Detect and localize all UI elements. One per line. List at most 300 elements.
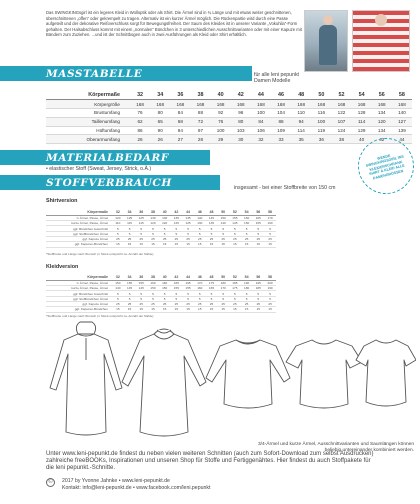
cell-value: 127 bbox=[392, 117, 412, 126]
size-header: 52 bbox=[229, 275, 241, 280]
cell-value: 155 bbox=[124, 280, 136, 285]
combination-caption: 3/4-Ärmel und kurze Ärmel, Ausschnittvarianten und Saumlängen können beliebig untereinander kombiniert werden. bbox=[258, 442, 414, 453]
cell-value: 25 bbox=[194, 236, 206, 241]
cell-value: 15 bbox=[252, 307, 264, 312]
cell-value: 44 bbox=[392, 135, 412, 144]
cell-value: 168 bbox=[291, 100, 311, 109]
row-label: kurze Ärmel, Passe, Ärmel bbox=[46, 286, 112, 291]
cell-value: 100 bbox=[211, 126, 231, 135]
cell-value: 5 bbox=[171, 291, 183, 296]
cell-value: 25 bbox=[194, 301, 206, 306]
cell-value: 140 bbox=[217, 221, 229, 226]
cell-value: 5 bbox=[217, 291, 229, 296]
cell-value: 15 bbox=[206, 307, 218, 312]
cell-value: 5 bbox=[182, 296, 194, 301]
cell-value: 135 bbox=[206, 221, 218, 226]
cell-value: 120 bbox=[112, 215, 124, 220]
cell-value: 15 bbox=[147, 242, 159, 247]
model-photo-dress bbox=[304, 10, 348, 72]
cell-value: 135 bbox=[171, 215, 183, 220]
cell-value: 15 bbox=[241, 307, 253, 312]
cell-value: 5 bbox=[171, 231, 183, 236]
cell-value: 15 bbox=[112, 242, 124, 247]
cell-value: 5 bbox=[124, 231, 136, 236]
cell-value: 5 bbox=[159, 226, 171, 231]
cell-value: 36 bbox=[311, 135, 331, 144]
cell-value: 155 bbox=[229, 215, 241, 220]
cell-value: 84 bbox=[170, 109, 190, 118]
cell-value: 100 bbox=[311, 117, 331, 126]
fabric-width-note: insgesamt - bei einer Stoffbreite von 150 cm bbox=[234, 185, 336, 191]
size-table-row bbox=[46, 126, 412, 135]
cell-value: 15 bbox=[124, 242, 136, 247]
row-label: ¾ Ärmel, Passe, Ärmel bbox=[46, 215, 112, 220]
cell-value: 15 bbox=[171, 307, 183, 312]
badge-text: WENDE SWINGKINGSGIRL INS KLEIDERSCHRANK SHIRT & KLEID ALLE DAMENGRÖSSEN bbox=[365, 153, 406, 181]
size-header: 46 bbox=[194, 210, 206, 215]
cell-value: 160 bbox=[147, 280, 159, 285]
size-header: 32 bbox=[112, 275, 124, 280]
cell-value: 165 bbox=[252, 215, 264, 220]
header-label: Körpermaße bbox=[46, 210, 112, 215]
cell-value: 15 bbox=[182, 307, 194, 312]
cell-value: 5 bbox=[135, 291, 147, 296]
cell-value: 96 bbox=[231, 109, 251, 118]
cell-value: 5 bbox=[252, 231, 264, 236]
section-title: STOFFVERBRAUCH bbox=[46, 176, 172, 189]
cell-value: 5 bbox=[159, 291, 171, 296]
model-photo-striped-shirt bbox=[352, 10, 410, 72]
cell-value: 25 bbox=[135, 236, 147, 241]
size-header: 44 bbox=[182, 210, 194, 215]
cell-value: 130 bbox=[159, 215, 171, 220]
cell-value: 5 bbox=[252, 296, 264, 301]
size-header: 46 bbox=[271, 91, 291, 100]
cell-value: 15 bbox=[135, 242, 147, 247]
dress-table-row bbox=[46, 307, 276, 312]
cell-value: 5 bbox=[264, 291, 276, 296]
intro-text: Das SWINGKINGsgirl ist ein legeres Kleid in Wolloptik oder als Shirt. Die Ärmel sind in ¾ Länge und mit etwas weiter geschnittenen, überschnittenen „offen“ oder gekrempelt zu tragen. Alternativ ist ein kurzer Ärmel möglich. Die Rückenpartie wird durch eine Passe aufgeteilt und der dekorative Reißverschluss sorgt für Bewegungsfreiheit. Der Saum des Kleides ist in unserer Variante „Vokuhila“-Form gehalten. Der Halsabschluss kommt mit einem „normalen“ Bündchen in 3 unterschiedlichen Ausschnittvarianten oder mit einer Kapuze mit Bändern zum Zuziehen. ...und ist der Schnittbogen auch in zwei Ausführungen als Kleid oder Shirt erhältlich. bbox=[46, 10, 302, 38]
cell-value: 76 bbox=[211, 117, 231, 126]
cell-value: 5 bbox=[147, 291, 159, 296]
drawing-shirt-short bbox=[286, 340, 362, 408]
copyright-block bbox=[62, 478, 210, 491]
cell-value: 150 bbox=[159, 286, 171, 291]
cell-value: 128 bbox=[352, 109, 372, 118]
size-header: 40 bbox=[159, 210, 171, 215]
cell-value: 15 bbox=[182, 242, 194, 247]
cell-value: 165 bbox=[206, 286, 218, 291]
size-header: 48 bbox=[206, 210, 218, 215]
cell-value: 25 bbox=[206, 301, 218, 306]
cell-value: 25 bbox=[124, 301, 136, 306]
cell-value: 150 bbox=[112, 280, 124, 285]
cell-value: 104 bbox=[271, 109, 291, 118]
cell-value: 15 bbox=[194, 242, 206, 247]
cell-value: 168 bbox=[170, 100, 190, 109]
cell-value: 5 bbox=[217, 231, 229, 236]
cell-value: 25 bbox=[217, 236, 229, 241]
cell-value: 25 bbox=[229, 301, 241, 306]
cell-value: 5 bbox=[135, 296, 147, 301]
dress-fabric-table bbox=[46, 275, 276, 313]
cell-value: 168 bbox=[211, 100, 231, 109]
cell-value: 68 bbox=[170, 117, 190, 126]
size-table-header-row bbox=[46, 91, 412, 100]
cell-value: 168 bbox=[231, 100, 251, 109]
cell-value: 15 bbox=[159, 242, 171, 247]
size-header: 42 bbox=[171, 210, 183, 215]
cell-value: 5 bbox=[206, 291, 218, 296]
cell-value: 42 bbox=[372, 135, 392, 144]
cell-value: 160 bbox=[194, 286, 206, 291]
cell-value: 170 bbox=[264, 215, 276, 220]
cell-value: 5 bbox=[229, 296, 241, 301]
cell-value: 25 bbox=[252, 301, 264, 306]
cell-value: 190 bbox=[241, 280, 253, 285]
cell-value: 150 bbox=[147, 286, 159, 291]
cell-value: 90 bbox=[150, 126, 170, 135]
cell-value: 5 bbox=[135, 226, 147, 231]
cell-value: 165 bbox=[171, 280, 183, 285]
cell-value: 40 bbox=[352, 135, 372, 144]
material-item: • elastischer Stoff (Sweat, Jersey, Strick, o.Ä.) bbox=[46, 166, 152, 172]
cell-value: 168 bbox=[311, 100, 331, 109]
size-header: 36 bbox=[135, 210, 147, 215]
section-banner-masstabelle bbox=[0, 66, 252, 81]
cell-value: 120 bbox=[372, 117, 392, 126]
cell-value: 62 bbox=[130, 117, 150, 126]
cell-value: 168 bbox=[352, 100, 372, 109]
cell-value: 5 bbox=[112, 231, 124, 236]
cell-value: 94 bbox=[291, 117, 311, 126]
cell-value: 5 bbox=[159, 296, 171, 301]
cell-value: 155 bbox=[252, 221, 264, 226]
cell-value: 114 bbox=[291, 126, 311, 135]
cell-value: 25 bbox=[124, 236, 136, 241]
cell-value: 5 bbox=[171, 226, 183, 231]
section-title: MASSTABELLE bbox=[46, 67, 143, 80]
copyright-icon: © bbox=[46, 478, 55, 487]
cell-value: 122 bbox=[331, 109, 351, 118]
cell-value: 25 bbox=[182, 236, 194, 241]
cell-value: 5 bbox=[124, 296, 136, 301]
size-header: 58 bbox=[392, 91, 412, 100]
cell-value: 5 bbox=[264, 231, 276, 236]
cell-value: 134 bbox=[372, 109, 392, 118]
cell-value: 5 bbox=[241, 296, 253, 301]
models-note: für alle leni pepunkt Damen Modelle bbox=[254, 72, 299, 85]
cell-value: 5 bbox=[194, 226, 206, 231]
cell-value: 170 bbox=[217, 286, 229, 291]
size-header: 38 bbox=[147, 210, 159, 215]
cell-value: 15 bbox=[241, 242, 253, 247]
header-label: Körpermaße bbox=[46, 91, 130, 100]
row-label: ggf. Bündchen Ausschnitt bbox=[46, 291, 112, 296]
cell-value: 5 bbox=[147, 231, 159, 236]
cell-value: 168 bbox=[392, 100, 412, 109]
shirt-version-label: Shirtversion bbox=[46, 198, 78, 204]
cell-value: 5 bbox=[182, 291, 194, 296]
cell-value: 119 bbox=[311, 126, 331, 135]
cell-value: 5 bbox=[147, 296, 159, 301]
cell-value: 5 bbox=[194, 291, 206, 296]
dress-note: *Stoffbreite und Länge nach Wunsch (1 Stück entspricht ca. Anzahl der Nähte) bbox=[46, 314, 154, 318]
cell-value: 168 bbox=[372, 100, 392, 109]
cell-value: 5 bbox=[241, 226, 253, 231]
size-table-row bbox=[46, 109, 412, 118]
size-header: 36 bbox=[170, 91, 190, 100]
row-label: Hüftumfang bbox=[46, 126, 130, 135]
cell-value: 150 bbox=[241, 221, 253, 226]
size-header: 50 bbox=[311, 91, 331, 100]
cell-value: 5 bbox=[182, 231, 194, 236]
cell-value: 185 bbox=[252, 286, 264, 291]
cell-value: 15 bbox=[171, 242, 183, 247]
cell-value: 5 bbox=[252, 291, 264, 296]
cell-value: 88 bbox=[271, 117, 291, 126]
cell-value: 125 bbox=[171, 221, 183, 226]
cell-value: 5 bbox=[229, 231, 241, 236]
cell-value: 5 bbox=[229, 226, 241, 231]
size-table-row bbox=[46, 117, 412, 126]
row-label: Körpergröße bbox=[46, 100, 130, 109]
size-table-row bbox=[46, 100, 412, 109]
cell-value: 106 bbox=[251, 126, 271, 135]
cell-value: 5 bbox=[171, 296, 183, 301]
cell-value: 129 bbox=[352, 126, 372, 135]
cell-value: 5 bbox=[124, 291, 136, 296]
cell-value: 115 bbox=[135, 221, 147, 226]
size-header: 44 bbox=[251, 91, 271, 100]
cell-value: 110 bbox=[291, 109, 311, 118]
cell-value: 25 bbox=[159, 301, 171, 306]
cell-value: 15 bbox=[112, 307, 124, 312]
cell-value: 190 bbox=[264, 286, 276, 291]
cell-value: 80 bbox=[231, 117, 251, 126]
row-label: Oberarmumfang bbox=[46, 135, 130, 144]
header-label: Körpermaße bbox=[46, 275, 112, 280]
cell-value: 25 bbox=[206, 236, 218, 241]
cell-value: 15 bbox=[194, 307, 206, 312]
cell-value: 15 bbox=[252, 242, 264, 247]
cell-value: 25 bbox=[147, 236, 159, 241]
footer-text: Unter www.leni-pepunkt.de findest du neben vielen weiteren Schnitten (auch zum Sofort-Download zum selbst Ausdrucken) zahlreiche freeBOOKs, Inspirationen und unseren Shop für Stoffe und Fertiggenähtes. Hier findest du auch Stoffpakete für die leni pepunkt.-Schnitte. bbox=[46, 451, 374, 472]
cell-value: 124 bbox=[331, 126, 351, 135]
cell-value: 15 bbox=[217, 242, 229, 247]
row-label: ggf. Kapuzen-Bündchen bbox=[46, 307, 112, 312]
cell-value: 110 bbox=[112, 221, 124, 226]
drawing-shirt-short-2 bbox=[356, 340, 416, 406]
cell-value: 140 bbox=[194, 215, 206, 220]
row-label: kurze Ärmel, Passe, Ärmel bbox=[46, 221, 112, 226]
dress-version-label: Kleidversion bbox=[46, 264, 79, 270]
row-label: ¾ Ärmel, Passe, Ärmel bbox=[46, 280, 112, 285]
cell-value: 5 bbox=[264, 296, 276, 301]
cell-value: 15 bbox=[135, 307, 147, 312]
cell-value: 5 bbox=[159, 231, 171, 236]
cell-value: 15 bbox=[264, 307, 276, 312]
cell-value: 38 bbox=[331, 135, 351, 144]
cell-value: 125 bbox=[124, 215, 136, 220]
cell-value: 26 bbox=[130, 135, 150, 144]
cell-value: 65 bbox=[150, 117, 170, 126]
technical-drawings bbox=[44, 320, 416, 440]
cell-value: 15 bbox=[264, 242, 276, 247]
cell-value: 25 bbox=[112, 236, 124, 241]
cell-value: 107 bbox=[331, 117, 351, 126]
cell-value: 25 bbox=[229, 236, 241, 241]
cell-value: 25 bbox=[217, 301, 229, 306]
cell-value: 150 bbox=[217, 215, 229, 220]
cell-value: 5 bbox=[217, 296, 229, 301]
size-header: 36 bbox=[135, 275, 147, 280]
cell-value: 32 bbox=[251, 135, 271, 144]
row-label: ggf. Kapuzen-Bündchen bbox=[46, 242, 112, 247]
cell-value: 134 bbox=[372, 126, 392, 135]
cell-value: 180 bbox=[241, 286, 253, 291]
cell-value: 76 bbox=[130, 109, 150, 118]
size-header: 52 bbox=[331, 91, 351, 100]
cell-value: 5 bbox=[112, 226, 124, 231]
cell-value: 5 bbox=[229, 291, 241, 296]
cell-value: 5 bbox=[147, 226, 159, 231]
size-table-row bbox=[46, 135, 412, 144]
cell-value: 120 bbox=[147, 221, 159, 226]
cell-value: 160 bbox=[264, 221, 276, 226]
shirt-note: *Stoffbreite und Länge nach Wunsch (1 Stück entspricht ca. Anzahl der Nähte) bbox=[46, 252, 154, 256]
cell-value: 130 bbox=[147, 215, 159, 220]
row-label: Taillenumfang bbox=[46, 117, 130, 126]
cell-value: 30 bbox=[231, 135, 251, 144]
size-header: 34 bbox=[124, 275, 136, 280]
cell-value: 114 bbox=[352, 117, 372, 126]
size-header: 40 bbox=[159, 275, 171, 280]
row-label: ggf. Bündchen Ausschnitt bbox=[46, 226, 112, 231]
row-label: Brustumfang bbox=[46, 109, 130, 118]
cell-value: 195 bbox=[252, 280, 264, 285]
drawing-shirt-long bbox=[206, 340, 290, 408]
cell-value: 145 bbox=[124, 286, 136, 291]
row-label: ggf. Stoffbündchen Ärmel bbox=[46, 296, 112, 301]
cell-value: 25 bbox=[135, 301, 147, 306]
size-header: 54 bbox=[352, 91, 372, 100]
cell-value: 168 bbox=[251, 100, 271, 109]
section-banner-stoffverbrauch bbox=[0, 175, 220, 190]
contact-line: Kontakt: info@leni-pepunkt.de • www.facebook.com/leni.pepunkt bbox=[62, 484, 211, 491]
cell-value: 97 bbox=[190, 126, 210, 135]
copyright-line: 2017 by Yvonne Jahnke • www.leni-pepunkt.de bbox=[62, 478, 170, 484]
cell-value: 160 bbox=[159, 280, 171, 285]
cell-value: 29 bbox=[211, 135, 231, 144]
cell-value: 94 bbox=[170, 126, 190, 135]
row-label: ggf. Kapuze Ärmel bbox=[46, 301, 112, 306]
cell-value: 15 bbox=[229, 242, 241, 247]
cell-value: 130 bbox=[194, 221, 206, 226]
cell-value: 15 bbox=[124, 307, 136, 312]
cell-value: 15 bbox=[159, 307, 171, 312]
size-header: 56 bbox=[252, 275, 264, 280]
cell-value: 175 bbox=[206, 280, 218, 285]
cell-value: 103 bbox=[231, 126, 251, 135]
cell-value: 25 bbox=[171, 236, 183, 241]
cell-value: 5 bbox=[206, 226, 218, 231]
size-header: 46 bbox=[194, 275, 206, 280]
cell-value: 25 bbox=[159, 236, 171, 241]
shirt-fabric-table bbox=[46, 210, 276, 248]
size-header: 38 bbox=[147, 275, 159, 280]
size-header: 54 bbox=[241, 210, 253, 215]
size-header: 56 bbox=[372, 91, 392, 100]
row-label: ggf. Stoffbündchen Ärmel bbox=[46, 231, 112, 236]
cell-value: 5 bbox=[194, 296, 206, 301]
cell-value: 160 bbox=[241, 215, 253, 220]
cell-value: 135 bbox=[182, 215, 194, 220]
size-header: 38 bbox=[190, 91, 210, 100]
size-header: 48 bbox=[206, 275, 218, 280]
cell-value: 25 bbox=[241, 236, 253, 241]
size-header: 44 bbox=[182, 275, 194, 280]
cell-value: 25 bbox=[171, 301, 183, 306]
cell-value: 26 bbox=[150, 135, 170, 144]
cell-value: 5 bbox=[135, 231, 147, 236]
cell-value: 72 bbox=[190, 117, 210, 126]
size-header: 40 bbox=[211, 91, 231, 100]
row-label: ggf. Kapuze Ärmel bbox=[46, 236, 112, 241]
cell-value: 5 bbox=[206, 231, 218, 236]
cell-value: 109 bbox=[271, 126, 291, 135]
cell-value: 15 bbox=[229, 307, 241, 312]
cell-value: 125 bbox=[182, 221, 194, 226]
cell-value: 125 bbox=[135, 215, 147, 220]
cell-value: 185 bbox=[229, 280, 241, 285]
size-header: 56 bbox=[252, 210, 264, 215]
cell-value: 25 bbox=[112, 301, 124, 306]
cell-value: 5 bbox=[264, 226, 276, 231]
cell-value: 168 bbox=[271, 100, 291, 109]
cell-value: 25 bbox=[182, 301, 194, 306]
cell-value: 5 bbox=[182, 226, 194, 231]
cell-value: 168 bbox=[150, 100, 170, 109]
shirt-table-row bbox=[46, 242, 276, 247]
cell-value: 27 bbox=[170, 135, 190, 144]
cell-value: 5 bbox=[241, 291, 253, 296]
cell-value: 5 bbox=[241, 231, 253, 236]
cell-value: 145 bbox=[135, 286, 147, 291]
size-header: 34 bbox=[124, 210, 136, 215]
section-title: MATERIALBEDARF bbox=[46, 151, 169, 164]
cell-value: 5 bbox=[124, 226, 136, 231]
cell-value: 170 bbox=[194, 280, 206, 285]
cell-value: 139 bbox=[392, 126, 412, 135]
cell-value: 92 bbox=[211, 109, 231, 118]
cell-value: 155 bbox=[171, 286, 183, 291]
cell-value: 25 bbox=[264, 301, 276, 306]
cell-value: 15 bbox=[147, 307, 159, 312]
cell-value: 28 bbox=[190, 135, 210, 144]
cell-value: 168 bbox=[130, 100, 150, 109]
cell-value: 35 bbox=[291, 135, 311, 144]
cell-value: 15 bbox=[217, 307, 229, 312]
drawing-cowl-dress bbox=[122, 329, 206, 436]
cell-value: 168 bbox=[190, 100, 210, 109]
size-header: 32 bbox=[130, 91, 150, 100]
cell-value: 5 bbox=[217, 226, 229, 231]
size-table bbox=[46, 91, 412, 144]
drawing-hooded-dress bbox=[50, 322, 122, 435]
cell-value: 25 bbox=[264, 236, 276, 241]
size-header: 34 bbox=[150, 91, 170, 100]
